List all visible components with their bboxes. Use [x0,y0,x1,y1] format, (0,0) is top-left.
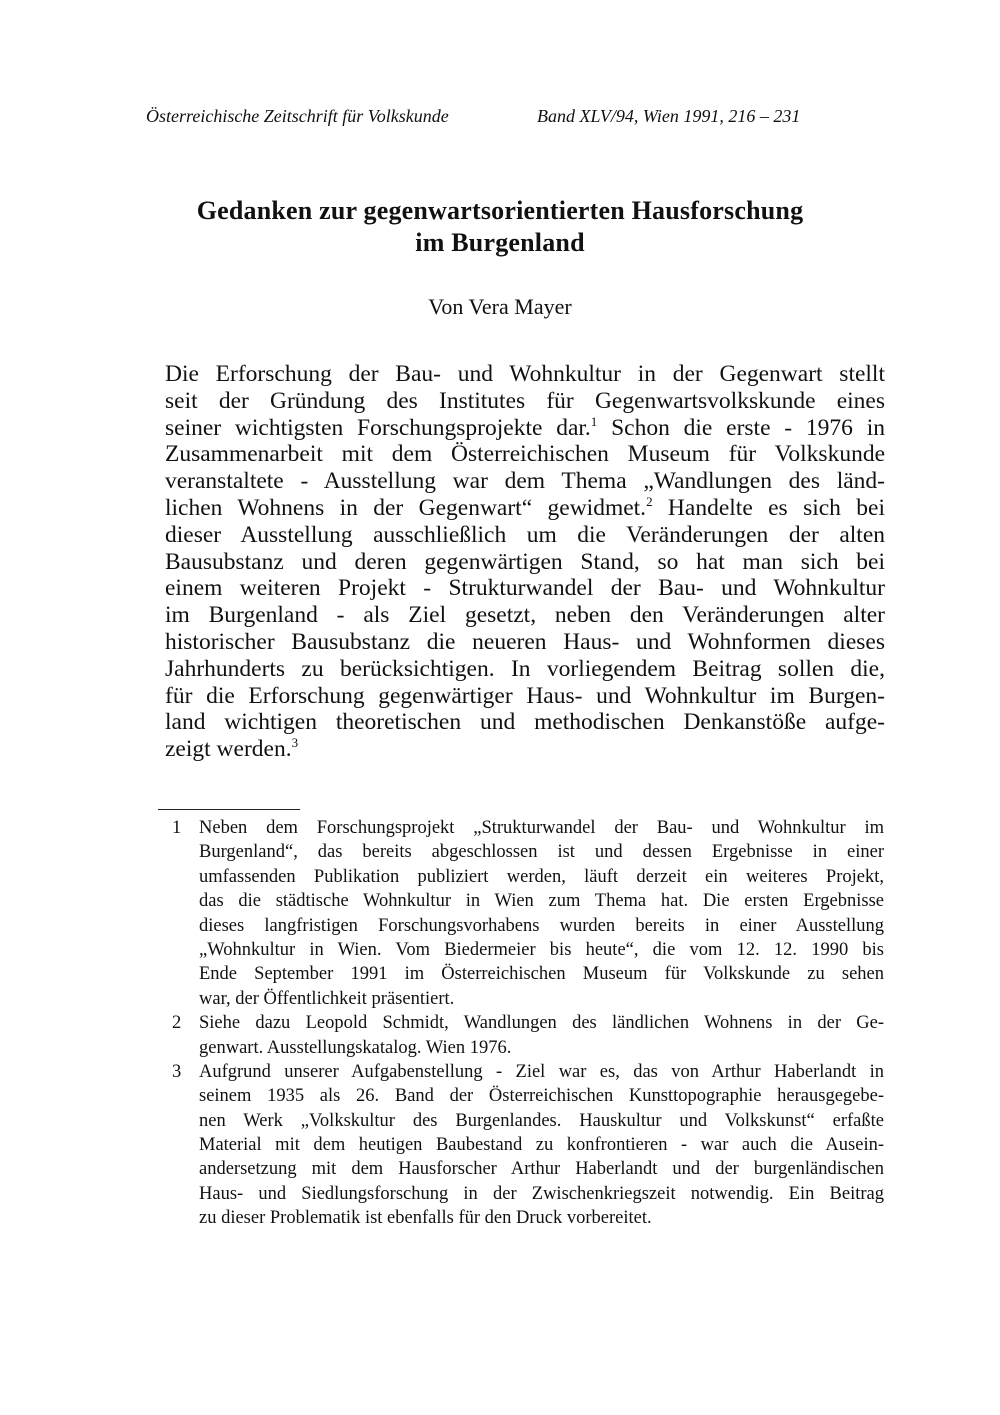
footnote-line: andersetzung mit dem Hausforscher Arthur Haberlandt und der burgenländischen [199,1159,884,1180]
footnote-number: 3 [172,1061,182,1082]
body-line: seit der Gründung des Institutes für Gegenwartsvolkskunde eines [165,387,885,414]
footnote-ref[interactable]: 1 [590,413,598,429]
body-text [165,361,885,763]
article-title-line-1: Gedanken zur gegenwartsorientierten Hausforschung [196,196,804,225]
footnote [172,1060,884,1231]
footnote [172,816,884,1011]
footnote-line: Burgenland“, das bereits abgeschlossen ist und dessen Ergebnisse in einer [199,842,884,863]
footnote-line: zu dieser Problematik ist ebenfalls für den Druck vorbereitet. [199,1208,652,1229]
footnote-line: nen Werk „Volkskultur des Burgenlandes. Hauskultur und Volkskunst“ erfaßte [199,1110,884,1131]
footnote-ref[interactable]: 3 [291,735,299,751]
footnote-line: „Wohnkultur in Wien. Vom Biedermeier bis heute“, die vom 12. 12. 1990 bis [199,939,884,960]
footnote-separator [158,809,300,810]
footnote-line: Haus- und Siedlungsforschung in der Zwischenkriegszeit notwendig. Ein Beitrag [199,1183,884,1204]
body-line: Die Erforschung der Bau- und Wohnkultur in der Gegenwart stellt [165,361,885,387]
journal-title: Österreichische Zeitschrift für Volkskunde [146,106,449,126]
footnote-line: dieses langfristigen Forschungsvorhabens wurden bereits in einer Ausstellung [199,915,884,936]
footnote-line: das die städtische Wohnkultur in Wien zum Thema hat. Die ersten Ergebnisse [199,891,884,912]
body-line: zeigt werden.$^3$ [165,735,299,763]
article-title-line-2: im Burgenland [415,228,585,257]
footnote-ref[interactable]: 2 [646,494,653,510]
body-line: Jahrhunderts zu berücksichtigen. In vorliegendem Beitrag sollen die, [165,655,885,682]
footnote-line: Aufgrund unserer Aufgabenstellung - Ziel war es, das von Arthur Haberlandt in [199,1061,884,1082]
footnotes [172,816,884,1231]
body-line: veranstaltete - Ausstellung war dem Thema „Wandlungen des länd- [165,468,885,495]
body-line: dieser Ausstellung ausschließlich um die Veränderungen der alten [165,521,885,548]
body-line: einem weiteren Projekt - Strukturwandel der Bau- und Wohnkultur [165,575,885,602]
footnote [172,1011,884,1060]
author-byline: Von Vera Mayer [428,294,572,319]
body-line: Zusammenarbeit mit dem Österreichischen Museum für Volkskunde [165,441,885,468]
body-line: seiner wichtigsten Forschungsprojekte dar.$^1$ Schon die erste - 1976 in [165,413,885,441]
footnote-line: Material mit dem heutigen Baubestand zu konfrontieren - war auch die Ausein- [199,1135,884,1156]
footnote-line: Siehe dazu Leopold Schmidt, Wandlungen des ländlichen Wohnens in der Ge- [199,1013,884,1034]
volume-info: Band XLV/94, Wien 1991, 216 – 231 [537,106,801,126]
footnote-line: umfassenden Publikation publiziert werden, läuft derzeit ein weiteres Projekt, [199,866,884,887]
body-line: für die Erforschung gegenwärtiger Haus- und Wohnkultur im Burgen- [165,682,885,709]
body-line: historischer Bausubstanz die neueren Haus- und Wohnformen dieses [165,628,885,655]
footnote-line: genwart. Ausstellungskatalog. Wien 1976. [199,1037,512,1058]
body-line: lichen Wohnens in der Gegenwart“ gewidmet.$^2$ Handelte es sich bei [165,494,885,521]
footnote-line: seinem 1935 als 26. Band der Österreichischen Kunsttopographie herausgegebe- [199,1086,884,1107]
footnote-line: war, der Öffentlichkeit präsentiert. [199,988,455,1009]
body-line: im Burgenland - als Ziel gesetzt, neben den Veränderungen alter [165,602,885,629]
body-line: Bausubstanz und deren gegenwärtigen Stand, so hat man sich bei [165,548,885,575]
body-line: land wichtigen theoretischen und methodischen Denkanstöße aufge- [165,709,885,736]
footnote-number: 1 [172,818,182,838]
footnote-line: Ende September 1991 im Österreichischen Museum für Volkskunde zu sehen [199,964,884,985]
footnote-number: 2 [172,1013,182,1034]
footnote-line: Neben dem Forschungsprojekt „Strukturwandel der Bau- und Wohnkultur im [199,818,884,838]
